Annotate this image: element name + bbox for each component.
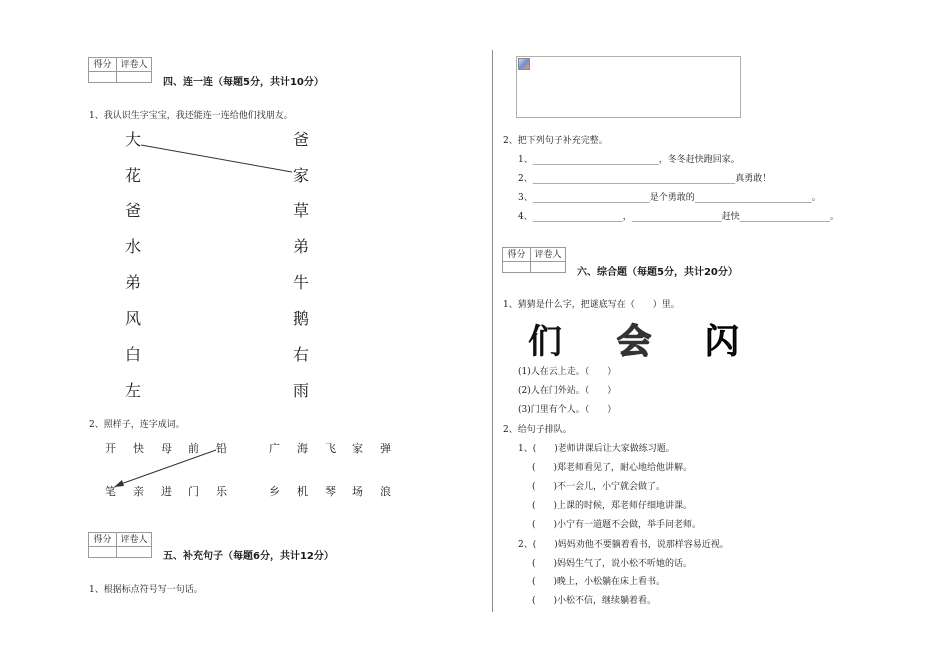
riddle-char-1: 们 bbox=[528, 322, 562, 362]
left-char-7: 白 bbox=[125, 345, 142, 364]
fill-item-1: 1、____________________________，冬冬赶快跑回家。 bbox=[518, 155, 740, 165]
row1-right-1: 广 bbox=[269, 442, 280, 455]
order-g2-1: 2、( )妈妈劝他不要躺着看书，说那样容易近视。 bbox=[518, 540, 729, 550]
left-char-2: 花 bbox=[125, 166, 142, 185]
order-g2-4: ( )小松不信，继续躺着看。 bbox=[532, 596, 657, 606]
order-g1-5: ( )小宁有一道题不会做，举手问老师。 bbox=[532, 520, 702, 530]
row1-left-3: 母 bbox=[161, 442, 172, 455]
example-connect-line-2 bbox=[118, 450, 216, 485]
right-char-6: 鹅 bbox=[293, 309, 310, 328]
fill-item-4: 4、____________________，____________________赶快____________________。 bbox=[518, 212, 839, 222]
row1-right-2: 海 bbox=[297, 442, 308, 455]
section5-title: 五、补充句子（每题6分，共计12分） bbox=[163, 551, 334, 562]
fill-item-3: 3、__________________________是个勇敢的__________________________。 bbox=[518, 193, 821, 203]
section6-title: 六、综合题（每题5分，共计20分） bbox=[577, 267, 738, 278]
right-char-8: 雨 bbox=[293, 381, 310, 400]
riddle-char-3: 闪 bbox=[705, 322, 739, 362]
row1-left-2: 快 bbox=[133, 442, 144, 455]
arrow-head bbox=[114, 480, 124, 487]
section4-title: 四、连一连（每题5分，共计10分） bbox=[163, 77, 324, 88]
score-label: 得分 bbox=[89, 58, 117, 72]
score-box-section6 bbox=[502, 247, 566, 273]
example-connect-line-1 bbox=[141, 145, 292, 172]
order-g2-3: ( )晚上，小松躺在床上看书。 bbox=[532, 577, 666, 587]
score-cell bbox=[503, 262, 531, 272]
score-label: 得分 bbox=[89, 533, 117, 547]
left-char-5: 弟 bbox=[125, 273, 142, 292]
score-box-section5 bbox=[88, 532, 152, 558]
grader-label: 评卷人 bbox=[117, 533, 151, 547]
right-char-4: 弟 bbox=[293, 237, 310, 256]
order-g1-1: 1、( )老师讲课后让大家做练习题。 bbox=[518, 444, 675, 454]
right-char-5: 牛 bbox=[293, 273, 310, 292]
row1-left-5: 铅 bbox=[216, 442, 227, 455]
row1-left-4: 前 bbox=[188, 442, 199, 455]
section6-q1: 1、猜猜是什么字，把谜底写在（ ）里。 bbox=[503, 300, 680, 310]
riddle-3: (3)门里有个人。（ ） bbox=[518, 405, 617, 415]
row2-left-2: 亲 bbox=[133, 485, 144, 498]
row2-left-3: 进 bbox=[161, 485, 172, 498]
left-char-8: 左 bbox=[125, 381, 142, 400]
riddle-1: (1)人在云上走。（ ） bbox=[518, 367, 617, 377]
order-g1-2: ( )郑老师看见了，耐心地给他讲解。 bbox=[532, 463, 693, 473]
order-g2-2: ( )妈妈生气了，说小松不听她的话。 bbox=[532, 559, 693, 569]
left-char-1: 大 bbox=[125, 130, 142, 149]
section5-q1: 1、根据标点符号写一句话。 bbox=[89, 585, 203, 595]
fill-item-2: 2、_____________________________________________真勇敢！ bbox=[518, 174, 772, 184]
broken-image-icon bbox=[518, 58, 530, 70]
row1-left-1: 开 bbox=[105, 442, 116, 455]
grader-label: 评卷人 bbox=[117, 58, 151, 72]
riddle-char-2: 会 bbox=[617, 322, 651, 362]
riddle-2: (2)人在门外站。（ ） bbox=[518, 386, 617, 396]
row1-right-3: 飞 bbox=[325, 442, 336, 455]
order-g1-4: ( )上课的时候，郑老师仔细地讲课。 bbox=[532, 501, 693, 511]
right-char-7: 右 bbox=[293, 345, 310, 364]
section4-q1: 1、我认识生字宝宝，我还能连一连给他们找朋友。 bbox=[89, 111, 293, 121]
row2-right-4: 场 bbox=[352, 485, 363, 498]
right-char-3: 草 bbox=[293, 201, 310, 220]
section6-q2: 2、给句子排队。 bbox=[503, 425, 572, 435]
row2-right-2: 机 bbox=[297, 485, 308, 498]
row2-left-5: 乐 bbox=[216, 485, 227, 498]
row2-right-5: 浪 bbox=[380, 485, 391, 498]
section5-q2: 2、把下列句子补充完整。 bbox=[503, 136, 608, 146]
score-cell bbox=[89, 547, 117, 557]
right-char-1: 爸 bbox=[293, 130, 310, 149]
order-g1-3: ( )不一会儿，小宁就会做了。 bbox=[532, 482, 666, 492]
right-char-2: 家 bbox=[293, 166, 310, 185]
grader-cell bbox=[531, 262, 565, 272]
row2-left-1: 笔 bbox=[105, 485, 116, 498]
section4-q2: 2、照样子，连字成词。 bbox=[89, 420, 185, 430]
row2-right-3: 琴 bbox=[325, 485, 336, 498]
left-char-3: 爸 bbox=[125, 201, 142, 220]
left-char-4: 水 bbox=[125, 237, 142, 256]
score-label: 得分 bbox=[503, 248, 531, 262]
row1-right-4: 家 bbox=[352, 442, 363, 455]
row2-left-4: 门 bbox=[188, 485, 199, 498]
row2-right-1: 乡 bbox=[269, 485, 280, 498]
grader-label: 评卷人 bbox=[531, 248, 565, 262]
grader-cell bbox=[117, 547, 151, 557]
row1-right-5: 弹 bbox=[380, 442, 391, 455]
column-divider bbox=[492, 50, 493, 612]
left-char-6: 风 bbox=[125, 309, 142, 328]
image-placeholder bbox=[516, 56, 741, 118]
